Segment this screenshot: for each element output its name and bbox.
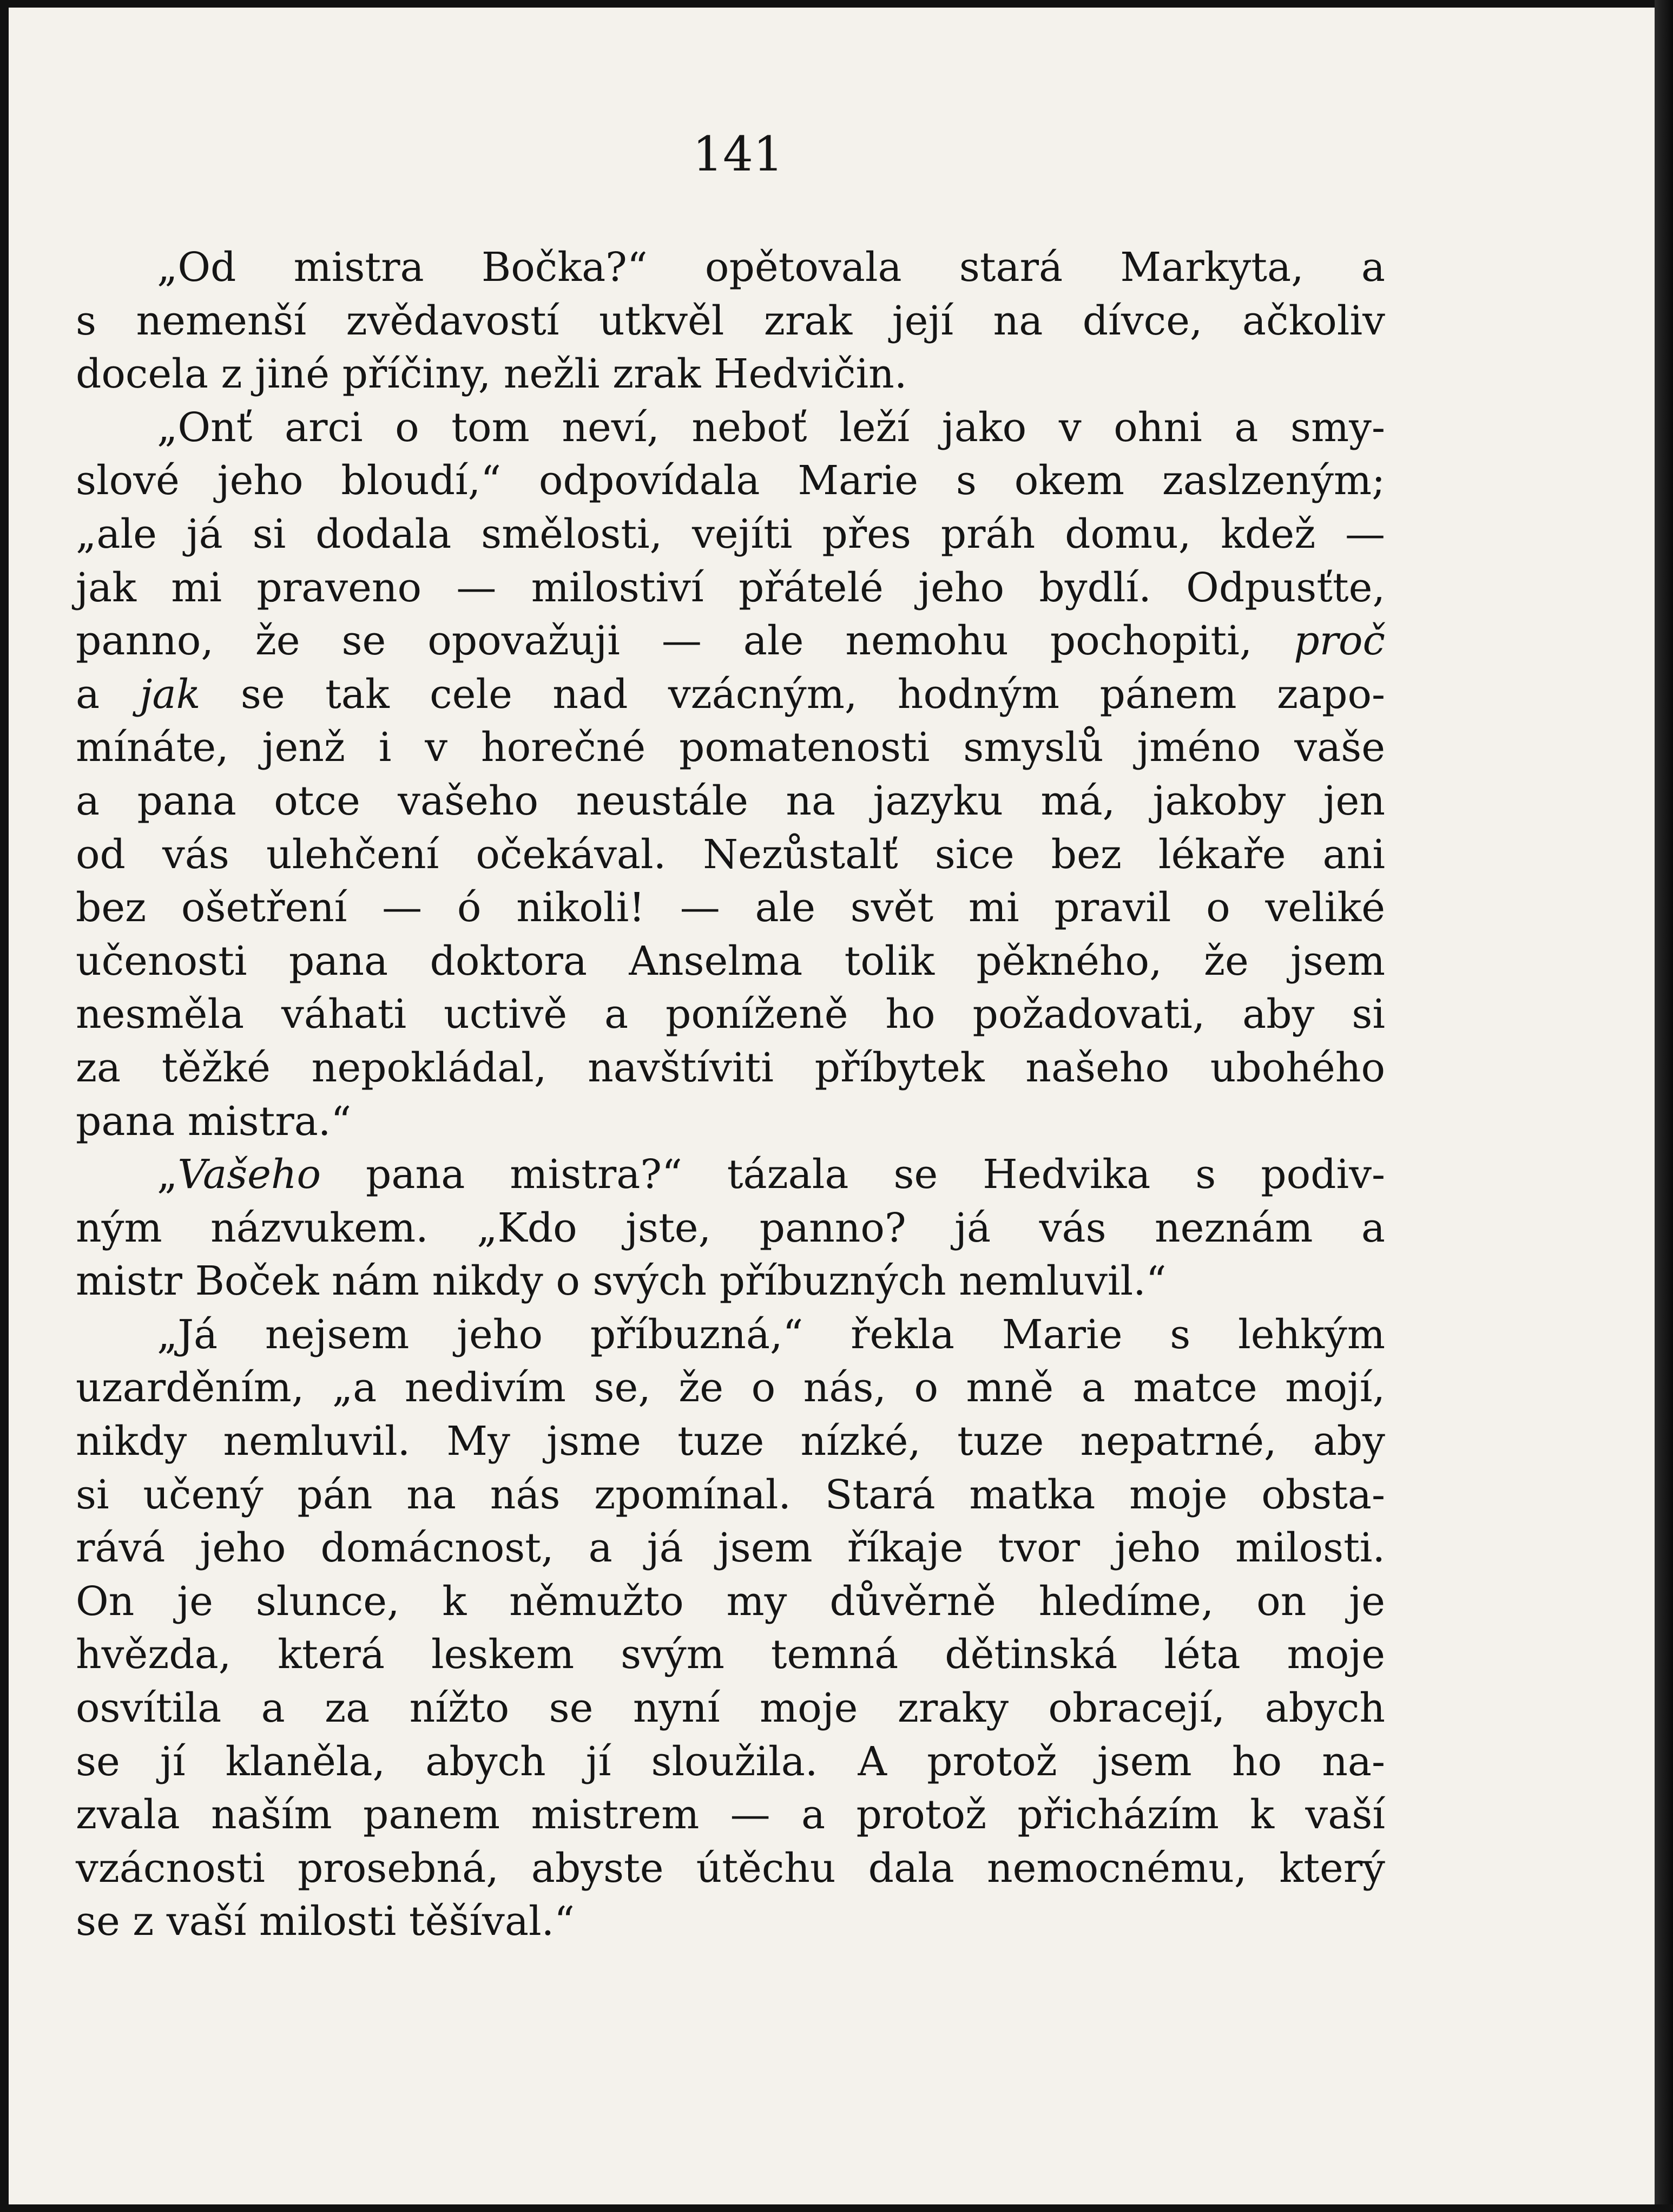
paragraph [76,1148,1385,1308]
emphasized-word: Vašeho [177,1151,321,1198]
text-line: ným názvukem. „Kdo jste, panno? já vás neznám a [76,1204,1385,1251]
text-line: panno, že se opovažuji — ale nemohu pochopiti, proč [76,618,1385,665]
text-line: rává jeho domácnost, a já jsem říkaje tvor jeho milosti. [76,1525,1385,1572]
scan-border-right [1655,0,1673,2212]
text-line: „Vašeho pana mistra?“ tázala se Hedvika s podiv- [157,1151,1385,1198]
text-line: „ale já si dodala smělosti, vejíti přes práh domu, kdež — [76,510,1385,557]
text-line: „Onť arci o tom neví, neboť leží jako v ohni a smy- [157,404,1385,451]
text-line: a jak se tak cele nad vzácným, hodným pánem zapo- [76,671,1386,718]
body-text [76,241,1385,1948]
text-line: mistr Boček nám nikdy o svých příbuzných nemluvil.“ [76,1258,1167,1305]
text-line: „Od mistra Bočka?“ opětovala stará Markyta, a [157,244,1385,291]
text-line: vzácnosti prosebná, abyste útěchu dala nemocnému, který [76,1845,1385,1892]
text-line: nesměla váhati uctivě a poníženě ho požadovati, aby si [76,991,1385,1038]
text-line: zvala naším panem mistrem — a protož přicházím k vaší [76,1791,1385,1839]
paragraph [76,241,1385,401]
text-line: docela z jiné příčiny, nežli zrak Hedvičin. [76,351,907,398]
text-line: nikdy nemluvil. My jsme tuze nízké, tuze nepatrné, aby [76,1418,1385,1465]
paragraph [76,401,1385,1148]
text-line: osvítila a za nížto se nyní moje zraky obracejí, abych [76,1685,1385,1732]
text-line: se z vaší milosti těšíval.“ [76,1898,575,1945]
text-line: On je slunce, k němužto my důvěrně hledíme, on je [76,1578,1385,1625]
emphasized-word: jak [140,671,201,718]
text-line: od vás ulehčení očekával. Nezůstalť sice bez lékaře ani [76,831,1385,878]
text-line: pana mistra.“ [76,1098,352,1145]
text-line: bez ošetření — ó nikoli! — ale svět mi pravil o veliké [76,884,1385,931]
text-line: si učený pán na nás zpomínal. Stará matka moje obsta- [76,1471,1385,1518]
text-line: učenosti pana doktora Anselma tolik pěkného, že jsem [76,937,1385,984]
text-line: uzarděním, „a nedivím se, že o nás, o mně a matce mojí, [76,1364,1385,1412]
emphasized-word: proč [1294,618,1385,665]
text-line: s nemenší zvědavostí utkvěl zrak její na dívce, ačkoliv [76,297,1385,344]
scan-border-left [0,0,9,2212]
text-line: mínáte, jenž i v horečné pomatenosti smyslů jméno vaše [76,724,1385,771]
page-number: 141 [693,126,783,182]
text-line: slové jeho bloudí,“ odpovídala Marie s okem zaslzeným; [76,457,1385,504]
text-line: jak mi praveno — milostiví přátelé jeho bydlí. Odpusťte, [76,564,1385,611]
text-line: hvězda, která leskem svým temná dětinská léta moje [76,1631,1385,1678]
text-line: se jí klaněla, abych jí sloužila. A protož jsem ho na- [76,1738,1385,1785]
paragraph [76,1308,1385,1948]
text-line: „Já nejsem jeho příbuzná,“ řekla Marie s lehkým [157,1311,1385,1358]
scan-border-bottom [0,2204,1673,2212]
text-line: za těžké nepokládal, navštíviti příbytek našeho ubohého [76,1044,1385,1091]
text-line: a pana otce vašeho neustále na jazyku má, jakoby jen [76,777,1385,824]
scan-border-top [0,0,1673,8]
